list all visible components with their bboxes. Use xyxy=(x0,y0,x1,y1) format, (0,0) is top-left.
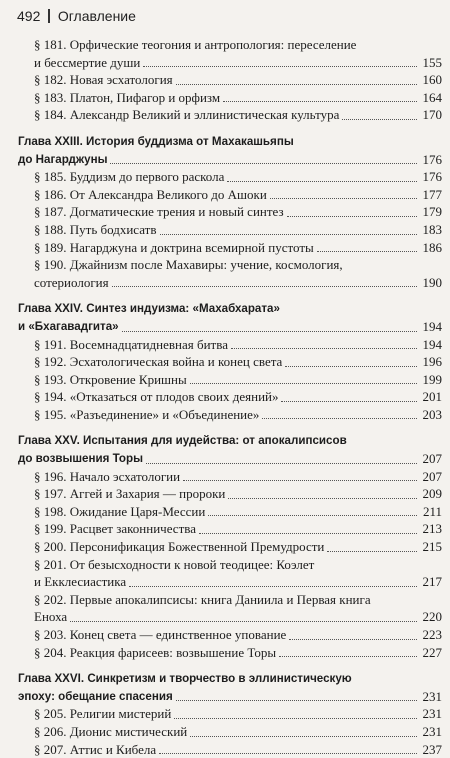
toc-line xyxy=(18,151,442,169)
toc-entry[interactable] xyxy=(18,723,442,741)
toc-line xyxy=(34,36,442,54)
dot-leader xyxy=(228,498,417,499)
dot-leader xyxy=(112,286,417,287)
toc-line xyxy=(34,336,442,354)
toc-line-text: § 206. Дионис мистический xyxy=(34,723,188,739)
dot-leader xyxy=(183,480,417,481)
toc-entry[interactable] xyxy=(18,71,442,89)
toc-line xyxy=(34,168,442,186)
toc-line xyxy=(34,538,442,556)
toc-line-text: до возвышения Торы xyxy=(18,452,144,466)
toc-line xyxy=(34,89,442,107)
chapter-title[interactable] xyxy=(18,432,442,467)
page-ref: 227 xyxy=(422,644,442,660)
toc-entry[interactable] xyxy=(18,556,442,591)
toc-entry[interactable] xyxy=(18,388,442,406)
dot-leader xyxy=(287,216,417,217)
toc-line-text: § 204. Реакция фарисеев: возвышение Торы xyxy=(34,644,277,660)
chapter-title[interactable] xyxy=(18,133,442,168)
chapter-title[interactable] xyxy=(18,300,442,335)
dot-leader xyxy=(159,753,417,754)
page-ref: 231 xyxy=(422,723,442,739)
toc-entry[interactable] xyxy=(18,239,442,257)
dot-leader xyxy=(270,198,417,199)
dot-leader xyxy=(110,163,417,164)
dot-leader xyxy=(262,418,417,419)
dot-leader xyxy=(227,181,417,182)
toc-line xyxy=(34,591,442,609)
dot-leader xyxy=(70,621,417,622)
page-ref: 160 xyxy=(422,72,442,88)
toc-entry[interactable] xyxy=(18,485,442,503)
toc-entry[interactable] xyxy=(18,503,442,521)
toc-entry[interactable] xyxy=(18,186,442,204)
page-number: 492 xyxy=(17,8,41,24)
dot-leader xyxy=(231,348,417,349)
toc-line-text: § 182. Новая эсхатология xyxy=(34,72,173,88)
page-ref: 164 xyxy=(422,89,442,105)
toc-line xyxy=(34,503,442,521)
toc-line-text: сотериология xyxy=(34,274,109,290)
page-ref: 179 xyxy=(422,204,442,220)
toc-line-text: § 194. «Отказаться от плодов своих деяний» xyxy=(34,389,279,405)
page-ref: 170 xyxy=(422,107,442,123)
toc-line-text: Глава XXV. Испытания для иудейства: от апокалипсисов xyxy=(18,434,347,448)
dot-leader xyxy=(176,700,417,701)
page-ref: 237 xyxy=(422,741,442,757)
toc-line-text: и Екклесиастика xyxy=(34,574,127,590)
toc-entry[interactable] xyxy=(18,203,442,221)
toc-line xyxy=(18,133,442,151)
toc-line-text: § 183. Платон, Пифагор и орфизм xyxy=(34,89,221,105)
header-divider xyxy=(48,9,50,23)
page-ref: 176 xyxy=(422,151,442,167)
toc-line xyxy=(34,106,442,124)
toc-line-text: § 193. Откровение Кришны xyxy=(34,371,187,387)
toc-entry[interactable] xyxy=(18,468,442,486)
dot-leader xyxy=(143,66,417,67)
toc-line-text: § 187. Догматические трения и новый синтез xyxy=(34,204,284,220)
page-ref: 155 xyxy=(422,54,442,70)
page-ref: 176 xyxy=(422,169,442,185)
page-ref: 211 xyxy=(422,503,442,519)
page-ref: 215 xyxy=(422,539,442,555)
page-ref: 209 xyxy=(422,486,442,502)
toc-line xyxy=(34,353,442,371)
toc-line xyxy=(34,468,442,486)
toc-line xyxy=(34,556,442,574)
toc-entry[interactable] xyxy=(18,705,442,723)
dot-leader xyxy=(129,586,417,587)
running-header xyxy=(17,8,136,24)
toc-line xyxy=(18,318,442,336)
toc-line xyxy=(34,388,442,406)
toc-entry[interactable] xyxy=(18,644,442,662)
dot-leader xyxy=(327,551,417,552)
toc-line-text: § 184. Александр Великий и эллинистическая культура xyxy=(34,107,340,123)
toc-entry[interactable] xyxy=(18,106,442,124)
toc-entry[interactable] xyxy=(18,371,442,389)
toc-line xyxy=(18,300,442,318)
toc-entry[interactable] xyxy=(18,256,442,291)
toc-line-text: § 200. Персонификация Божественной Премудрости xyxy=(34,539,325,555)
dot-leader xyxy=(190,383,417,384)
page-ref: 196 xyxy=(422,354,442,370)
page-ref: 207 xyxy=(422,468,442,484)
page-ref: 207 xyxy=(422,451,442,467)
toc-line xyxy=(34,186,442,204)
toc-line xyxy=(34,608,442,626)
toc-line-text: § 181. Орфические теогония и антропология: переселение xyxy=(34,37,357,52)
chapter-group xyxy=(18,670,442,758)
dot-leader xyxy=(223,101,417,102)
toc-entry[interactable] xyxy=(18,741,442,758)
toc-line-text: и «Бхагавадгита» xyxy=(18,319,119,333)
dot-leader xyxy=(190,736,417,737)
toc-line-text: Глава XXVI. Синкретизм и творчество в эллинистическую xyxy=(18,672,352,686)
toc-entry[interactable] xyxy=(18,221,442,239)
toc-line xyxy=(34,626,442,644)
dot-leader xyxy=(279,656,417,657)
toc-line-text: § 186. От Александра Великого до Ашоки xyxy=(34,186,267,202)
page-ref: 203 xyxy=(422,406,442,422)
toc-entry[interactable] xyxy=(18,89,442,107)
toc-line xyxy=(34,54,442,72)
page-ref: 231 xyxy=(422,688,442,704)
toc-line xyxy=(18,432,442,450)
dot-leader xyxy=(199,533,417,534)
chapter-group xyxy=(18,36,442,124)
dot-leader xyxy=(176,84,417,85)
page-ref: 177 xyxy=(422,186,442,202)
toc-line xyxy=(34,705,442,723)
toc-entry[interactable] xyxy=(18,353,442,371)
toc-line xyxy=(34,203,442,221)
toc-line xyxy=(34,239,442,257)
toc-line xyxy=(34,723,442,741)
page-ref: 199 xyxy=(422,371,442,387)
toc-line-text: § 205. Религии мистерий xyxy=(34,706,172,722)
dot-leader xyxy=(160,234,418,235)
toc-entry[interactable] xyxy=(18,168,442,186)
toc-line xyxy=(18,450,442,468)
toc-line xyxy=(18,688,442,706)
toc-entry[interactable] xyxy=(18,406,442,424)
dot-leader xyxy=(317,251,417,252)
toc-line-text: § 201. От безысходности к новой теодицее: Коэлет xyxy=(34,556,315,572)
toc-entry[interactable] xyxy=(18,591,442,626)
toc-line-text: § 191. Восемнадцатидневная битва xyxy=(34,336,228,352)
page-ref: 220 xyxy=(422,609,442,625)
page-ref: 201 xyxy=(422,389,442,405)
dot-leader xyxy=(122,331,417,332)
toc-line-text: эпоху: обещание спасения xyxy=(18,689,173,703)
toc-line xyxy=(34,573,442,591)
toc-entry[interactable] xyxy=(18,538,442,556)
toc-line-text: § 192. Эсхатологическая война и конец света xyxy=(34,354,283,370)
page-ref: 183 xyxy=(422,221,442,237)
dot-leader xyxy=(289,639,417,640)
section-title: Оглавление xyxy=(57,8,136,24)
toc-line xyxy=(34,221,442,239)
toc-entry[interactable] xyxy=(18,626,442,644)
toc-line-text: § 188. Путь бодхисатв xyxy=(34,221,157,237)
toc-line-text: § 197. Аггей и Захария — пророки xyxy=(34,486,226,502)
toc-entry[interactable] xyxy=(18,36,442,71)
page-ref: 186 xyxy=(422,239,442,255)
dot-leader xyxy=(174,718,417,719)
toc-line xyxy=(34,644,442,662)
chapter-group xyxy=(18,300,442,423)
toc-line-text: Еноха xyxy=(34,609,68,625)
page-ref: 190 xyxy=(422,274,442,290)
page-ref: 223 xyxy=(422,627,442,642)
toc-line-text: § 203. Конец света — единственное упование xyxy=(34,627,287,642)
toc-line-text: § 189. Нагарджуна и доктрина всемирной пустоты xyxy=(34,239,314,255)
toc-line-text: § 199. Расцвет законничества xyxy=(34,521,196,537)
toc-line xyxy=(34,371,442,389)
toc-line-text: § 195. «Разъединение» и «Объединение» xyxy=(34,406,260,422)
page-ref: 194 xyxy=(422,336,442,352)
dot-leader xyxy=(146,463,417,464)
dot-leader xyxy=(342,119,417,120)
toc-entry[interactable] xyxy=(18,336,442,354)
dot-leader xyxy=(285,366,417,367)
page-ref: 194 xyxy=(422,318,442,334)
toc-line xyxy=(34,406,442,424)
toc-line-text: § 185. Буддизм до первого раскола xyxy=(34,169,225,185)
toc-line xyxy=(34,274,442,292)
toc-line xyxy=(18,670,442,688)
toc-line-text: § 198. Ожидание Царя-Мессии xyxy=(34,503,206,519)
toc-line-text: § 190. Джайнизм после Махавиры: учение, космология, xyxy=(34,257,343,273)
toc-line-text: Глава XXIV. Синтез индуизма: «Махабхарата» xyxy=(18,302,280,316)
dot-leader xyxy=(281,401,417,402)
toc-line-text: до Нагарджуны xyxy=(18,152,108,166)
page-ref: 217 xyxy=(422,574,442,590)
toc-line xyxy=(34,485,442,503)
page-ref: 213 xyxy=(422,521,442,537)
table-of-contents xyxy=(18,36,442,758)
toc-line xyxy=(34,71,442,89)
toc-line xyxy=(34,741,442,758)
toc-line-text: § 196. Начало эсхатологии xyxy=(34,468,181,484)
toc-line xyxy=(34,256,442,274)
toc-line-text: § 202. Первые апокалипсисы: книга Даниила и Первая книга xyxy=(34,591,371,607)
toc-line-text: Глава XXIII. История буддизма от Махакашьяпы xyxy=(18,134,294,148)
toc-entry[interactable] xyxy=(18,520,442,538)
toc-line xyxy=(34,520,442,538)
chapter-group xyxy=(18,133,442,291)
toc-line-text: § 207. Аттис и Кибела xyxy=(34,741,157,757)
chapter-group xyxy=(18,432,442,661)
page-ref: 231 xyxy=(422,706,442,722)
chapter-title[interactable] xyxy=(18,670,442,705)
toc-line-text: и бессмертие души xyxy=(34,54,141,70)
dot-leader xyxy=(208,515,417,516)
